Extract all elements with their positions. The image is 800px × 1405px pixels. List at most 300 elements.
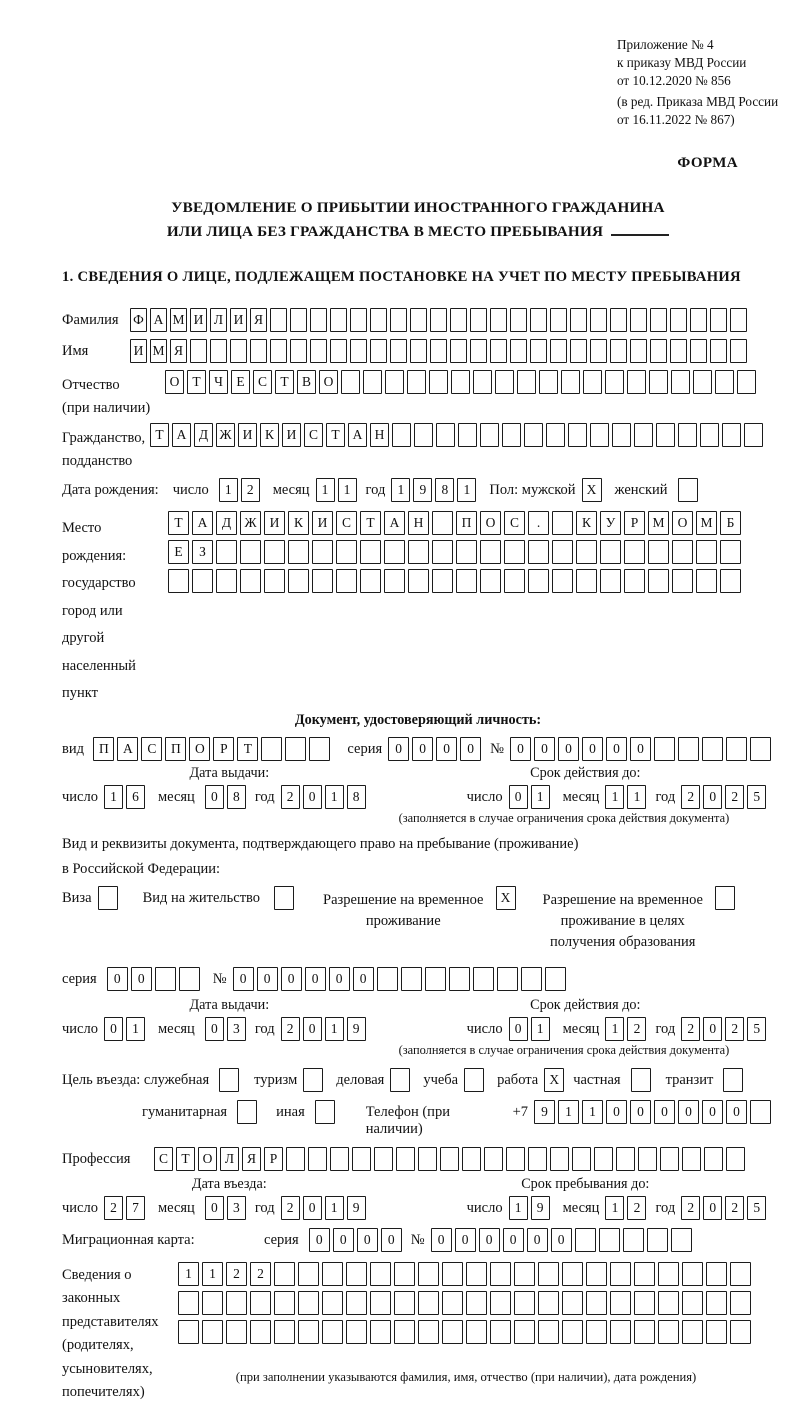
citizenship-cell[interactable]	[722, 423, 741, 447]
profession-cell[interactable]	[396, 1147, 415, 1171]
given-name-cell[interactable]	[630, 339, 647, 363]
representative-cell[interactable]	[634, 1320, 655, 1344]
birth-year-input[interactable]	[391, 478, 479, 502]
representative-cell[interactable]	[322, 1262, 343, 1286]
surname-cell[interactable]	[270, 308, 287, 332]
representative-cell[interactable]	[514, 1320, 535, 1344]
profession-cell[interactable]	[286, 1147, 305, 1171]
edu-permit-checkbox[interactable]	[715, 886, 738, 910]
other-checkbox[interactable]	[315, 1100, 335, 1124]
patronymic-cell[interactable]	[737, 370, 756, 394]
entry-month-cell[interactable]: 0	[205, 1196, 224, 1220]
citizenship-cell[interactable]	[700, 423, 719, 447]
given-name-cell[interactable]	[510, 339, 527, 363]
stay-year-cell[interactable]: 5	[747, 1196, 766, 1220]
mig-number-cell[interactable]: 0	[431, 1228, 452, 1252]
profession-cell[interactable]	[594, 1147, 613, 1171]
phone-cell[interactable]: 0	[726, 1100, 747, 1124]
doc-type-cell[interactable]: О	[189, 737, 210, 761]
representative-cell[interactable]: 2	[226, 1262, 247, 1286]
temp-permit-checkbox[interactable]: X	[496, 886, 516, 910]
representative-cell[interactable]: 1	[178, 1262, 199, 1286]
given-name-cell[interactable]: И	[130, 339, 147, 363]
doc-issue-month-input[interactable]	[205, 785, 249, 809]
birthplace-cell[interactable]	[456, 569, 477, 593]
patronymic-cell[interactable]: Ч	[209, 370, 228, 394]
birth-month-cell[interactable]: 1	[338, 478, 357, 502]
mig-number-input[interactable]	[431, 1228, 695, 1252]
birthplace-cell[interactable]	[600, 540, 621, 564]
phone-cell[interactable]: 0	[702, 1100, 723, 1124]
patronymic-cell[interactable]	[363, 370, 382, 394]
permit-valid-year-cell[interactable]: 0	[703, 1017, 722, 1041]
doc-type-cell[interactable]: П	[165, 737, 186, 761]
profession-cell[interactable]	[638, 1147, 657, 1171]
doc-number-cell[interactable]	[654, 737, 675, 761]
representative-cell[interactable]	[634, 1291, 655, 1315]
representative-cell[interactable]	[682, 1262, 703, 1286]
residence-permit-checkbox[interactable]	[274, 886, 294, 910]
entry-month-input[interactable]	[205, 1196, 249, 1220]
surname-cell[interactable]	[630, 308, 647, 332]
profession-cell[interactable]	[550, 1147, 569, 1171]
representative-cell[interactable]	[274, 1291, 295, 1315]
representative-cell[interactable]: 2	[250, 1262, 271, 1286]
birthplace-cell[interactable]: З	[192, 540, 213, 564]
patronymic-cell[interactable]: С	[253, 370, 272, 394]
transit-checkbox[interactable]	[723, 1068, 746, 1092]
work-checkbox[interactable]	[544, 1068, 567, 1092]
doc-series-cell[interactable]: 0	[388, 737, 409, 761]
representative-cell[interactable]	[730, 1291, 751, 1315]
representative-cell[interactable]	[442, 1320, 463, 1344]
representative-cell[interactable]	[658, 1320, 679, 1344]
birthplace-cell[interactable]: Б	[720, 511, 741, 535]
doc-issue-year-input[interactable]	[281, 785, 369, 809]
patronymic-cell[interactable]: Т	[187, 370, 206, 394]
representative-cell[interactable]	[562, 1262, 583, 1286]
birthplace-cell[interactable]: Д	[216, 511, 237, 535]
business-checkbox[interactable]	[219, 1068, 242, 1092]
patronymic-cell[interactable]	[605, 370, 624, 394]
permit-series-input[interactable]	[107, 967, 203, 991]
birthplace-cell[interactable]: .	[528, 511, 549, 535]
representative-cell[interactable]	[466, 1262, 487, 1286]
citizenship-cell[interactable]: С	[304, 423, 323, 447]
doc-issue-year-cell[interactable]: 2	[281, 785, 300, 809]
mig-number-cell[interactable]: 0	[479, 1228, 500, 1252]
doc-number-cell[interactable]: 0	[534, 737, 555, 761]
patronymic-cell[interactable]	[341, 370, 360, 394]
mig-number-cell[interactable]	[647, 1228, 668, 1252]
birthplace-cell[interactable]	[720, 569, 741, 593]
permit-issue-month-cell[interactable]: 3	[227, 1017, 246, 1041]
doc-issue-month-cell[interactable]: 0	[205, 785, 224, 809]
patronymic-cell[interactable]	[561, 370, 580, 394]
birthplace-cell[interactable]: Р	[624, 511, 645, 535]
phone-cell[interactable]: 0	[654, 1100, 675, 1124]
birthplace-cell[interactable]: А	[192, 511, 213, 535]
representative-cell[interactable]	[250, 1320, 271, 1344]
surname-cell[interactable]	[550, 308, 567, 332]
given-name-cell[interactable]	[590, 339, 607, 363]
mig-series-input[interactable]	[309, 1228, 405, 1252]
citizenship-cell[interactable]	[634, 423, 653, 447]
representative-cell[interactable]	[610, 1291, 631, 1315]
birthplace-cell[interactable]	[408, 540, 429, 564]
profession-input[interactable]	[154, 1147, 748, 1171]
permit-number-cell[interactable]: 0	[281, 967, 302, 991]
citizenship-cell[interactable]	[414, 423, 433, 447]
representative-cell[interactable]	[610, 1262, 631, 1286]
given-name-cell[interactable]	[210, 339, 227, 363]
birthplace-cell[interactable]	[408, 569, 429, 593]
birthplace-cell[interactable]: Е	[168, 540, 189, 564]
birthplace-cell[interactable]	[504, 569, 525, 593]
citizenship-cell[interactable]: Д	[194, 423, 213, 447]
given-name-cell[interactable]: М	[150, 339, 167, 363]
permit-number-cell[interactable]	[377, 967, 398, 991]
birthplace-cell[interactable]	[240, 569, 261, 593]
profession-cell[interactable]	[506, 1147, 525, 1171]
stay-day-cell[interactable]: 9	[531, 1196, 550, 1220]
representative-cell[interactable]	[322, 1320, 343, 1344]
stay-month-input[interactable]	[605, 1196, 649, 1220]
representatives-row2[interactable]	[178, 1291, 754, 1315]
birthplace-cell[interactable]: П	[456, 511, 477, 535]
profession-cell[interactable]	[704, 1147, 723, 1171]
sex-male-checkbox[interactable]: X	[582, 478, 602, 502]
birthplace-cell[interactable]	[696, 540, 717, 564]
birthplace-cell[interactable]: К	[288, 511, 309, 535]
permit-number-cell[interactable]	[521, 967, 542, 991]
given-name-cell[interactable]	[250, 339, 267, 363]
phone-cell[interactable]: 0	[606, 1100, 627, 1124]
birthplace-cell[interactable]	[432, 540, 453, 564]
given-name-cell[interactable]	[610, 339, 627, 363]
entry-year-cell[interactable]: 1	[325, 1196, 344, 1220]
birthplace-cell[interactable]: И	[312, 511, 333, 535]
birthplace-cell[interactable]	[312, 569, 333, 593]
given-name-cell[interactable]	[530, 339, 547, 363]
surname-cell[interactable]: А	[150, 308, 167, 332]
given-name-cell[interactable]	[450, 339, 467, 363]
permit-issue-day-input[interactable]	[104, 1017, 148, 1041]
birthplace-cell[interactable]	[624, 540, 645, 564]
permit-issue-year-cell[interactable]: 9	[347, 1017, 366, 1041]
birthplace-cell[interactable]	[552, 540, 573, 564]
surname-cell[interactable]	[650, 308, 667, 332]
doc-issue-year-cell[interactable]: 1	[325, 785, 344, 809]
edu-permit-checkbox[interactable]	[715, 886, 735, 910]
profession-cell[interactable]	[308, 1147, 327, 1171]
surname-cell[interactable]	[610, 308, 627, 332]
profession-cell[interactable]	[374, 1147, 393, 1171]
birthplace-cell[interactable]	[648, 540, 669, 564]
patronymic-cell[interactable]	[627, 370, 646, 394]
surname-cell[interactable]	[410, 308, 427, 332]
profession-cell[interactable]	[484, 1147, 503, 1171]
surname-cell[interactable]	[690, 308, 707, 332]
permit-issue-day-cell[interactable]: 0	[104, 1017, 123, 1041]
citizenship-cell[interactable]	[744, 423, 763, 447]
representative-cell[interactable]	[538, 1262, 559, 1286]
business-checkbox[interactable]	[219, 1068, 239, 1092]
sex-female-checkbox[interactable]	[678, 478, 701, 502]
citizenship-cell[interactable]	[502, 423, 521, 447]
surname-cell[interactable]	[570, 308, 587, 332]
doc-number-input[interactable]	[510, 737, 774, 761]
profession-cell[interactable]: О	[198, 1147, 217, 1171]
mig-number-cell[interactable]: 0	[455, 1228, 476, 1252]
patronymic-cell[interactable]: В	[297, 370, 316, 394]
mig-series-cell[interactable]: 0	[309, 1228, 330, 1252]
mig-series-cell[interactable]: 0	[357, 1228, 378, 1252]
stay-day-input[interactable]	[509, 1196, 553, 1220]
representative-cell[interactable]	[418, 1320, 439, 1344]
citizenship-cell[interactable]: Ж	[216, 423, 235, 447]
given-name-cell[interactable]: Я	[170, 339, 187, 363]
representative-cell[interactable]	[586, 1291, 607, 1315]
surname-cell[interactable]: Л	[210, 308, 227, 332]
profession-cell[interactable]	[616, 1147, 635, 1171]
patronymic-cell[interactable]	[539, 370, 558, 394]
representative-cell[interactable]	[370, 1262, 391, 1286]
profession-cell[interactable]	[440, 1147, 459, 1171]
representative-cell[interactable]	[178, 1320, 199, 1344]
commercial-checkbox[interactable]	[390, 1068, 413, 1092]
citizenship-cell[interactable]	[524, 423, 543, 447]
representative-cell[interactable]	[490, 1320, 511, 1344]
doc-valid-year-cell[interactable]: 2	[681, 785, 700, 809]
citizenship-cell[interactable]: А	[348, 423, 367, 447]
permit-valid-day-input[interactable]	[509, 1017, 553, 1041]
given-name-cell[interactable]	[350, 339, 367, 363]
birthplace-cell[interactable]	[336, 569, 357, 593]
given-name-cell[interactable]	[390, 339, 407, 363]
representative-cell[interactable]	[658, 1262, 679, 1286]
entry-month-cell[interactable]: 3	[227, 1196, 246, 1220]
birthplace-cell[interactable]	[456, 540, 477, 564]
humanitarian-checkbox[interactable]	[237, 1100, 257, 1124]
given-name-cell[interactable]	[290, 339, 307, 363]
birthplace-cell[interactable]	[480, 540, 501, 564]
private-checkbox[interactable]	[631, 1068, 651, 1092]
birthplace-cell[interactable]	[696, 569, 717, 593]
given-name-cell[interactable]	[690, 339, 707, 363]
permit-valid-day-cell[interactable]: 0	[509, 1017, 528, 1041]
birthplace-cell[interactable]: Н	[408, 511, 429, 535]
birthplace-cell[interactable]: К	[576, 511, 597, 535]
doc-type-cell[interactable]: П	[93, 737, 114, 761]
patronymic-cell[interactable]: О	[319, 370, 338, 394]
patronymic-cell[interactable]: Е	[231, 370, 250, 394]
patronymic-cell[interactable]	[715, 370, 734, 394]
permit-issue-month-cell[interactable]: 0	[205, 1017, 224, 1041]
surname-cell[interactable]	[290, 308, 307, 332]
citizenship-cell[interactable]	[436, 423, 455, 447]
birthplace-cell[interactable]	[552, 569, 573, 593]
birth-year-cell[interactable]: 9	[413, 478, 432, 502]
citizenship-cell[interactable]	[612, 423, 631, 447]
surname-cell[interactable]	[350, 308, 367, 332]
representative-cell[interactable]	[370, 1320, 391, 1344]
representative-cell[interactable]	[610, 1320, 631, 1344]
birthplace-cell[interactable]	[648, 569, 669, 593]
stay-day-cell[interactable]: 1	[509, 1196, 528, 1220]
birth-day-cell[interactable]: 1	[219, 478, 238, 502]
profession-cell[interactable]	[572, 1147, 591, 1171]
permit-valid-month-input[interactable]	[605, 1017, 649, 1041]
birthplace-cell[interactable]	[288, 540, 309, 564]
stay-year-input[interactable]	[681, 1196, 769, 1220]
permit-valid-year-cell[interactable]: 5	[747, 1017, 766, 1041]
sex-female-checkbox[interactable]	[678, 478, 698, 502]
birthplace-cell[interactable]	[432, 511, 453, 535]
birthplace-cell[interactable]	[264, 569, 285, 593]
profession-cell[interactable]	[682, 1147, 701, 1171]
doc-number-cell[interactable]: 0	[582, 737, 603, 761]
birthplace-cell[interactable]: У	[600, 511, 621, 535]
birthplace-cell[interactable]	[480, 569, 501, 593]
permit-number-cell[interactable]: 0	[329, 967, 350, 991]
birthplace-cell[interactable]	[672, 569, 693, 593]
citizenship-input[interactable]	[150, 423, 766, 447]
doc-number-cell[interactable]	[702, 737, 723, 761]
surname-cell[interactable]	[390, 308, 407, 332]
birthplace-cell[interactable]	[360, 540, 381, 564]
surname-cell[interactable]	[590, 308, 607, 332]
doc-valid-year-cell[interactable]: 0	[703, 785, 722, 809]
birthplace-cell[interactable]	[624, 569, 645, 593]
patronymic-cell[interactable]	[583, 370, 602, 394]
given-name-input[interactable]	[130, 339, 750, 363]
profession-cell[interactable]	[330, 1147, 349, 1171]
stay-year-cell[interactable]: 2	[725, 1196, 744, 1220]
birthplace-cell[interactable]: Т	[168, 511, 189, 535]
phone-cell[interactable]	[750, 1100, 771, 1124]
permit-number-cell[interactable]	[545, 967, 566, 991]
doc-valid-month-input[interactable]	[605, 785, 649, 809]
permit-valid-year-input[interactable]	[681, 1017, 769, 1041]
representative-cell[interactable]	[226, 1291, 247, 1315]
profession-cell[interactable]: Я	[242, 1147, 261, 1171]
representative-cell[interactable]	[346, 1320, 367, 1344]
transit-checkbox[interactable]	[723, 1068, 743, 1092]
mig-number-cell[interactable]: 0	[503, 1228, 524, 1252]
sex-male-checkbox[interactable]	[582, 478, 605, 502]
given-name-cell[interactable]	[730, 339, 747, 363]
stay-year-cell[interactable]: 0	[703, 1196, 722, 1220]
phone-cell[interactable]: 1	[558, 1100, 579, 1124]
permit-number-cell[interactable]: 0	[353, 967, 374, 991]
mig-number-cell[interactable]	[671, 1228, 692, 1252]
surname-cell[interactable]	[310, 308, 327, 332]
birthplace-cell[interactable]	[504, 540, 525, 564]
doc-number-cell[interactable]	[750, 737, 771, 761]
surname-cell[interactable]: Я	[250, 308, 267, 332]
tourism-checkbox[interactable]	[303, 1068, 326, 1092]
doc-valid-year-cell[interactable]: 5	[747, 785, 766, 809]
entry-day-cell[interactable]: 7	[126, 1196, 145, 1220]
surname-cell[interactable]	[330, 308, 347, 332]
citizenship-cell[interactable]	[590, 423, 609, 447]
representative-cell[interactable]	[346, 1291, 367, 1315]
permit-valid-day-cell[interactable]: 1	[531, 1017, 550, 1041]
citizenship-cell[interactable]: Т	[326, 423, 345, 447]
birthplace-cell[interactable]	[192, 569, 213, 593]
patronymic-cell[interactable]: Т	[275, 370, 294, 394]
birthplace-cell[interactable]	[552, 511, 573, 535]
doc-series-cell[interactable]: 0	[436, 737, 457, 761]
commercial-checkbox[interactable]	[390, 1068, 410, 1092]
permit-valid-month-cell[interactable]: 2	[627, 1017, 646, 1041]
doc-number-cell[interactable]	[678, 737, 699, 761]
doc-series-cell[interactable]: 0	[412, 737, 433, 761]
representative-cell[interactable]	[466, 1291, 487, 1315]
birthplace-row1[interactable]	[168, 511, 744, 535]
phone-cell[interactable]: 9	[534, 1100, 555, 1124]
permit-issue-year-cell[interactable]: 1	[325, 1017, 344, 1041]
birthplace-cell[interactable]	[336, 540, 357, 564]
representative-cell[interactable]	[394, 1262, 415, 1286]
given-name-cell[interactable]	[330, 339, 347, 363]
permit-issue-year-cell[interactable]: 0	[303, 1017, 322, 1041]
doc-issue-year-cell[interactable]: 8	[347, 785, 366, 809]
citizenship-cell[interactable]: А	[172, 423, 191, 447]
surname-cell[interactable]	[670, 308, 687, 332]
patronymic-cell[interactable]	[495, 370, 514, 394]
birthplace-row2[interactable]	[168, 540, 744, 564]
doc-number-cell[interactable]: 0	[510, 737, 531, 761]
birthplace-cell[interactable]: О	[672, 511, 693, 535]
citizenship-cell[interactable]: И	[238, 423, 257, 447]
representative-cell[interactable]	[466, 1320, 487, 1344]
patronymic-cell[interactable]	[693, 370, 712, 394]
birthplace-cell[interactable]: О	[480, 511, 501, 535]
doc-series-input[interactable]	[388, 737, 484, 761]
representative-cell[interactable]	[706, 1291, 727, 1315]
birthplace-cell[interactable]	[168, 569, 189, 593]
permit-series-cell[interactable]: 0	[131, 967, 152, 991]
representative-cell[interactable]	[682, 1291, 703, 1315]
surname-cell[interactable]	[430, 308, 447, 332]
entry-day-input[interactable]	[104, 1196, 148, 1220]
representative-cell[interactable]	[250, 1291, 271, 1315]
birthplace-cell[interactable]	[216, 569, 237, 593]
permit-issue-day-cell[interactable]: 1	[126, 1017, 145, 1041]
representative-cell[interactable]	[706, 1320, 727, 1344]
doc-valid-month-cell[interactable]: 1	[605, 785, 624, 809]
birth-day-cell[interactable]: 2	[241, 478, 260, 502]
given-name-cell[interactable]	[570, 339, 587, 363]
permit-valid-year-cell[interactable]: 2	[681, 1017, 700, 1041]
representative-cell[interactable]	[634, 1262, 655, 1286]
doc-issue-day-input[interactable]	[104, 785, 148, 809]
entry-year-cell[interactable]: 2	[281, 1196, 300, 1220]
birthplace-cell[interactable]	[312, 540, 333, 564]
patronymic-cell[interactable]	[649, 370, 668, 394]
permit-series-cell[interactable]: 0	[107, 967, 128, 991]
permit-issue-month-input[interactable]	[205, 1017, 249, 1041]
birth-month-cell[interactable]: 1	[316, 478, 335, 502]
citizenship-cell[interactable]	[568, 423, 587, 447]
surname-cell[interactable]	[470, 308, 487, 332]
representative-cell[interactable]	[298, 1320, 319, 1344]
birthplace-cell[interactable]: С	[504, 511, 525, 535]
phone-cell[interactable]: 0	[678, 1100, 699, 1124]
representative-cell[interactable]	[298, 1291, 319, 1315]
